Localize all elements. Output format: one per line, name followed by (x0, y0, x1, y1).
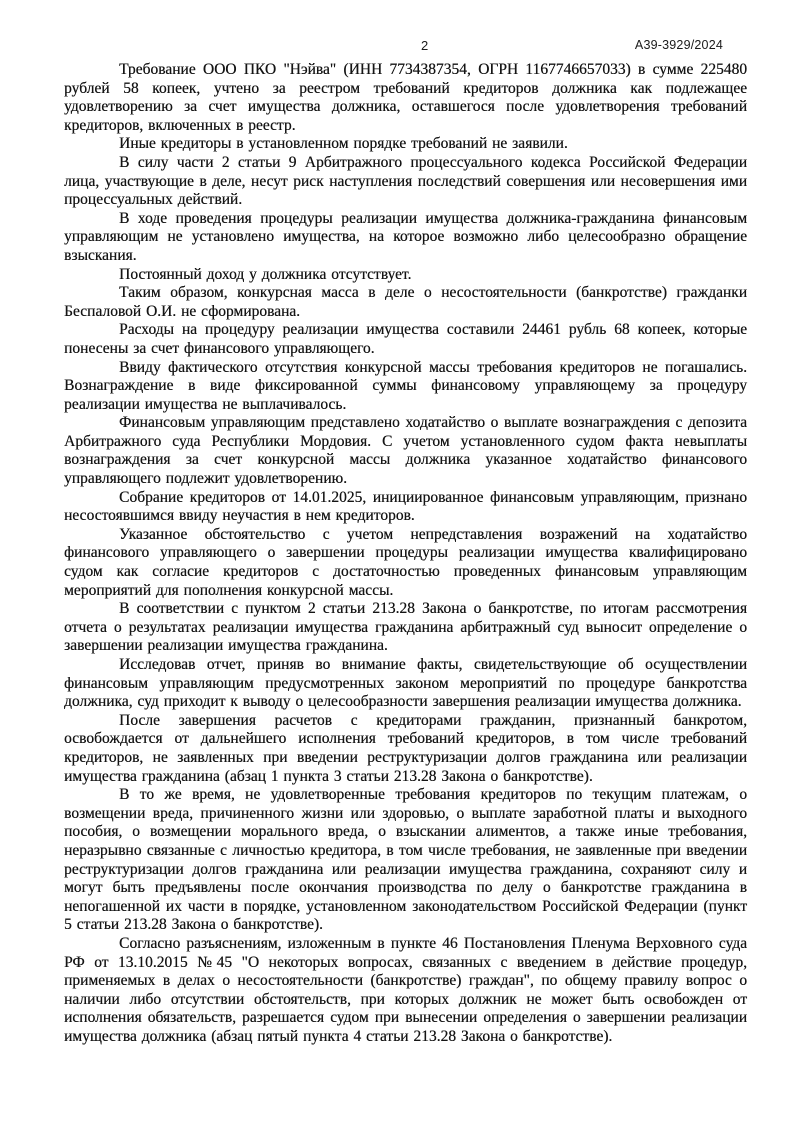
paragraph: Финансовым управляющим представлено ходатайство о выплате вознаграждения с депозита Арбитражного суда Республики Мордовия. С учетом установленного судом факта невыплаты вознаграждения за счет конкурсной массы должника указанное ходатайство финансового управляющего подлежит удовлетворению. (64, 414, 747, 488)
paragraph: Указанное обстоятельство с учетом непредставления возражений на ходатайство финансового управляющего о завершении процедуры реализации имущества квалифицировано судом как согласие кредиторов с достаточностью проведенных финансовым управляющим мероприятий для пополнения конкурсной массы. (64, 525, 747, 599)
paragraph: Исследовав отчет, приняв во внимание факты, свидетельствующие об осуществлении финансовым управляющим предусмотренных законом мероприятий по процедуре банкротства должника, суд приходит к выводу о целесообразности завершения реализации имущества должника. (64, 656, 747, 711)
paragraph: В силу части 2 статьи 9 Арбитражного процессуального кодекса Российской Федерации лица, участвующие в деле, несут риск наступления последствий совершения или несовершения ими процессуальных действий. (64, 153, 747, 209)
paragraph: Требование ООО ПКО "Нэйва" (ИНН 7734387354, ОГРН 1167746657033) в сумме 225480 рублей 58 копеек, учтено за реестром требований кредиторов должника как подлежащее удовлетворению за счет имущества должника, оставшегося после удовлетворения требований кредиторов, включенных в реестр. (64, 61, 747, 134)
case-number: А39-3929/2024 (634, 38, 723, 52)
paragraph: В ходе проведения процедуры реализации имущества должника-гражданина финансовым управляющим не установлено имущества, на которое возможно либо целесообразно обращение взыскания. (64, 209, 747, 264)
paragraph: В то же время, не удовлетворенные требования кредиторов по текущим платежам, о возмещении вреда, причиненного жизни или здоровью, о выплате заработной платы и выходного пособия, о возмещении морального вреда, о взыскании алиментов, а также иные требования, неразрывно связанные с личностью кредитора, в том числе требования, не заявленные при введении реструктуризации долгов гражданина или реализации имущества гражданина, сохраняют силу и могут быть предъявлены после окончания производства по делу о банкротстве гражданина в непогашенной их части в порядке, установленном законодательством Российской Федерации (пункт 5 статьи 213.28 Закона о банкротстве). (64, 786, 747, 934)
paragraph: После завершения расчетов с кредиторами гражданин, признанный банкротом, освобождается от дальнейшего исполнения требований кредиторов, в том числе требований кредиторов, не заявленных при введении реструктуризации долгов гражданина или реализации имущества гражданина (абзац 1 пункта 3 статьи 213.28 Закона о банкротстве). (64, 711, 747, 785)
paragraph: Ввиду фактического отсутствия конкурсной массы требования кредиторов не погашались. Вознаграждение в виде фиксированной суммы финансовому управляющему за процедуру реализации имущества не выплачивалось. (64, 358, 747, 413)
page-number: 2 (421, 38, 429, 53)
document-body (64, 61, 747, 1046)
paragraph: Расходы на процедуру реализации имущества составили 24461 рубль 68 копеек, которые понесены за счет финансового управляющего. (64, 321, 747, 357)
paragraph: Таким образом, конкурсная масса в деле о несостоятельности (банкротстве) гражданки Беспаловой О.И. не сформирована. (64, 284, 747, 320)
paragraph: Иные кредиторы в установленном порядке требований не заявили. (119, 135, 568, 153)
paragraph: В соответствии с пунктом 2 статьи 213.28 Закона о банкротстве, по итогам рассмотрения отчета о результатах реализации имущества гражданина арбитражный суд выносит определение о завершении реализации имущества гражданина. (64, 600, 747, 655)
paragraph: Собрание кредиторов от 14.01.2025, инициированное финансовым управляющим, признано несостоявшимся ввиду неучастия в нем кредиторов. (64, 488, 747, 525)
paragraph: Согласно разъяснениям, изложенным в пункте 46 Постановления Пленума Верховного суда РФ от 13.10.2015 №45 "О некоторых вопросах, связанных с введением в действие процедур, применяемых в делах о несостоятельности (банкротстве) граждан", по общему правилу вопрос о наличии либо отсутствии обстоятельств, при которых должник не может быть освобожден от исполнения обязательств, разрешается судом при вынесении определения о завершении реализации имущества должника (абзац пятый пункта 4 статьи 213.28 Закона о банкротстве). (64, 934, 747, 1045)
paragraph: Постоянный доход у должника отсутствует. (119, 265, 412, 283)
